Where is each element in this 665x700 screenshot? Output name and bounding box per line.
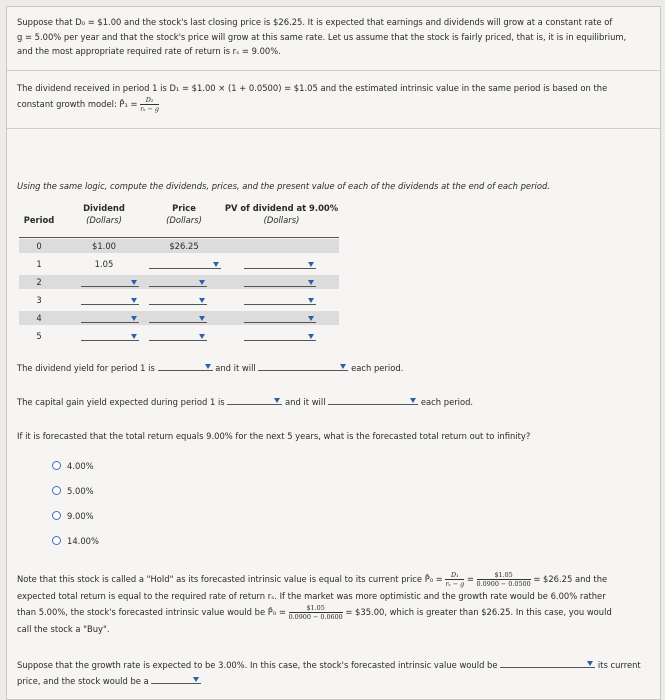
and-it-will-label: and it will: [285, 397, 326, 407]
option-5[interactable]: [52, 485, 94, 497]
dividend-yield-label: The dividend yield for period 1 is: [17, 363, 155, 373]
note-fraction-1: $\frac{\text{D₁}}{\text{rₛ − g}}$: [445, 571, 465, 588]
chevron-down-icon: [410, 398, 416, 403]
option-14[interactable]: [52, 535, 99, 547]
dividend-yield-dropdown[interactable]: [158, 362, 213, 371]
chevron-down-icon: [213, 262, 219, 267]
table-header-rule: [19, 237, 339, 238]
chevron-down-icon: [308, 280, 314, 285]
pv-dropdown[interactable]: [244, 295, 316, 305]
capital-gain-line: [17, 395, 650, 410]
growth-model-fraction: [140, 96, 159, 113]
header-dividend: Dividend (Dollars): [83, 203, 125, 225]
chevron-down-icon: [205, 364, 211, 369]
note-suffix: = $26.25 and the: [533, 574, 608, 584]
pv-dropdown[interactable]: [244, 259, 316, 269]
chevron-down-icon: [587, 661, 593, 666]
note-line-1: Note that this stock is called a "Hold" as its forecasted intrinsic value is equal to its current price P̂₀ = $\frac{\text{D₁}}{\text{rₛ − g}}$ = $\frac{\$1.05}{0.0900 - 0.0500}$ = $26.25 and the: [17, 571, 608, 588]
chevron-down-icon: [199, 316, 205, 321]
table-row: [19, 257, 339, 271]
option-label: 14.00%: [67, 536, 99, 546]
price-dropdown[interactable]: [149, 277, 207, 287]
radio-button[interactable]: [52, 536, 61, 545]
row-period: 5: [36, 331, 42, 341]
header-period: Period: [23, 215, 55, 225]
note-fraction-2: $\frac{\$1.05}{0.0900 - 0.0500}$: [476, 571, 531, 588]
dividend-dropdown[interactable]: [81, 277, 139, 287]
pv-dropdown[interactable]: [244, 331, 316, 341]
chevron-down-icon: [193, 677, 199, 682]
chevron-down-icon: [131, 316, 137, 321]
row-price: $26.25: [169, 241, 199, 251]
option-9[interactable]: [52, 510, 94, 522]
radio-button[interactable]: [52, 511, 61, 520]
price-dropdown[interactable]: [149, 295, 207, 305]
intro-text: [17, 15, 650, 59]
row-dividend: $1.00: [92, 241, 116, 251]
option-label: 9.00%: [67, 511, 94, 521]
divider: [7, 70, 660, 71]
header-pv: PV of dividend at 9.00% (Dollars): [224, 203, 339, 225]
table-row: [19, 311, 339, 325]
header-price: Price (Dollars): [166, 203, 202, 225]
divider: [7, 128, 660, 129]
growth-line2-prefix: price, and the stock would be a: [17, 676, 149, 686]
capital-gain-direction-dropdown[interactable]: [328, 396, 418, 405]
fraction-numerator: D₂: [140, 96, 159, 105]
problem-panel: [6, 6, 661, 700]
note-line-4: call the stock a "Buy".: [17, 624, 110, 634]
dividend-yield-line: [17, 361, 650, 376]
and-it-will-label: and it will: [215, 363, 256, 373]
price-dropdown[interactable]: [149, 259, 221, 269]
capital-gain-dropdown[interactable]: [227, 396, 282, 405]
each-period-label: each period.: [351, 363, 404, 373]
row-dividend: 1.05: [94, 259, 114, 269]
pv-dropdown[interactable]: [244, 313, 316, 323]
growth-line-1: [17, 657, 650, 673]
capital-gain-label: The capital gain yield expected during period 1 is: [17, 397, 225, 407]
table-row: [19, 239, 339, 253]
table-row: [19, 275, 339, 289]
chevron-down-icon: [199, 298, 205, 303]
radio-button[interactable]: [52, 461, 61, 470]
chevron-down-icon: [308, 298, 314, 303]
price-dropdown[interactable]: [149, 331, 207, 341]
note-line-2: expected total return is equal to the required rate of return rₛ. If the market was more optimistic and the growth rate would be 6.00% rather: [17, 591, 606, 601]
note-prefix: Note that this stock is called a "Hold" as its forecasted intrinsic value is equal to its current price P̂₀ =: [17, 574, 443, 584]
total-return-question: If it is forecasted that the total return equals 9.00% for the next 5 years, what is the forecasted total return out to infinity?: [17, 431, 531, 441]
note-fraction-3: $\frac{\$1.05}{0.0900 - 0.0600}$: [288, 604, 343, 621]
dividend-line-2: [17, 96, 650, 113]
growth-text: [17, 657, 650, 689]
fraction-denominator: rₛ − g: [140, 104, 159, 113]
dividend-dropdown[interactable]: [81, 331, 139, 341]
row-period: 3: [36, 295, 42, 305]
chevron-down-icon: [308, 334, 314, 339]
row-period: 2: [36, 277, 42, 287]
row-period: 1: [36, 259, 42, 269]
note-line3-prefix: than 5.00%, the stock's forecasted intrinsic value would be P̂₀ =: [17, 607, 286, 617]
note-line-3: [17, 604, 650, 621]
dividend-dropdown[interactable]: [81, 313, 139, 323]
pv-dropdown[interactable]: [244, 277, 316, 287]
growth-line-2: [17, 673, 650, 689]
each-period-label: each period.: [420, 397, 474, 407]
note-line3-suffix: = $35.00, which is greater than $26.25. In this case, you would: [345, 607, 612, 617]
dividend-yield-direction-dropdown[interactable]: [258, 362, 348, 371]
option-4[interactable]: [52, 460, 94, 472]
chevron-down-icon: [308, 316, 314, 321]
chevron-down-icon: [199, 280, 205, 285]
dividend-line-1: The dividend received in period 1 is D₁ = $1.00 × (1 + 0.0500) = $1.05 and the estimated intrinsic value in the same period is based on the: [17, 83, 608, 93]
table-instruction: Using the same logic, compute the dividends, prices, and the present value of each of the dividends at the end of each period.: [17, 181, 550, 191]
option-label: 4.00%: [67, 461, 94, 471]
note-text: [17, 571, 650, 637]
chevron-down-icon: [199, 334, 205, 339]
dividend-text: [17, 81, 650, 113]
chevron-down-icon: [340, 364, 346, 369]
growth-suffix: its current: [597, 660, 641, 670]
intro-line-1: Suppose that D₀ = $1.00 and the stock's last closing price is $26.25. It is expected that earnings and dividends will grow at a constant rate of: [17, 17, 613, 27]
chevron-down-icon: [274, 398, 280, 403]
chevron-down-icon: [131, 280, 137, 285]
chevron-down-icon: [131, 298, 137, 303]
intrinsic-value-dropdown[interactable]: [500, 659, 595, 668]
table-row: [19, 329, 339, 343]
price-dropdown[interactable]: [149, 313, 207, 323]
intro-line-3: and the most appropriate required rate of return is rₛ = 9.00%.: [17, 46, 281, 56]
row-period: 4: [36, 313, 42, 323]
constant-growth-label: constant growth model: P̂₁ =: [17, 98, 138, 109]
chevron-down-icon: [308, 262, 314, 267]
option-label: 5.00%: [67, 486, 94, 496]
chevron-down-icon: [131, 334, 137, 339]
table-row: [19, 293, 339, 307]
growth-prefix: Suppose that the growth rate is expected to be 3.00%. In this case, the stock's forecasted intrinsic value would be: [17, 660, 498, 670]
radio-button[interactable]: [52, 486, 61, 495]
stock-rating-dropdown[interactable]: [151, 675, 201, 684]
dividend-dropdown[interactable]: [81, 295, 139, 305]
intro-line-2: g = 5.00% per year and that the stock's price will grow at this same rate. Let us assume that the stock is fairly priced, that is, it is in equilibrium,: [17, 31, 627, 42]
row-period: 0: [36, 241, 42, 251]
